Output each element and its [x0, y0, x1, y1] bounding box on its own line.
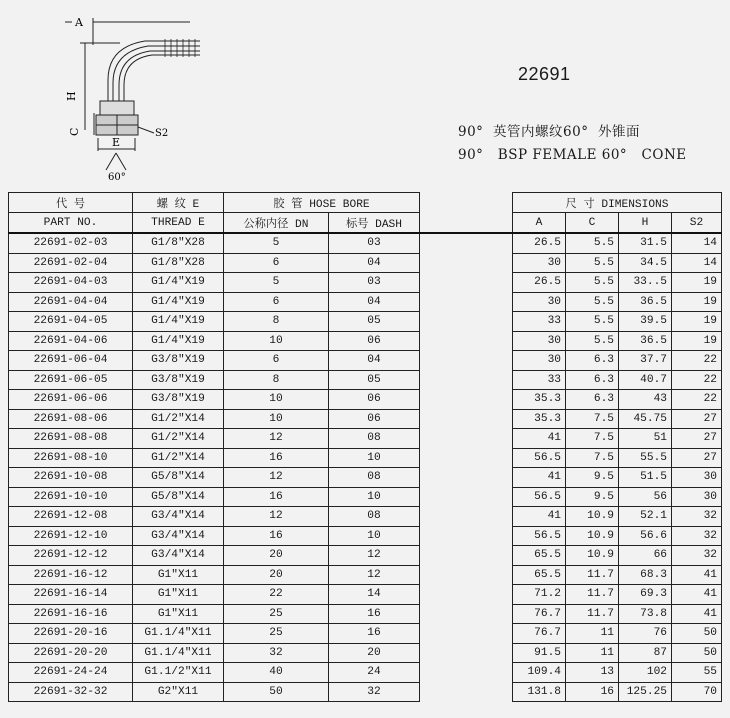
header-hose-bore: 胶 管 HOSE BORE: [224, 193, 420, 213]
cell-h: 76: [619, 624, 672, 644]
cell-h: 87: [619, 643, 672, 663]
cell-dash: 10: [329, 448, 420, 468]
table-row: [9, 312, 722, 332]
cell-dn: 6: [224, 292, 329, 312]
cell-s2: 32: [672, 526, 722, 546]
cell-s2: 19: [672, 312, 722, 332]
cell-part-no: 22691-20-20: [9, 643, 133, 663]
cell-dash: 06: [329, 390, 420, 410]
cell-thread: G3/8"X19: [133, 390, 224, 410]
table-row: [9, 448, 722, 468]
header-c: C: [566, 213, 619, 234]
header-s2: S2: [672, 213, 722, 234]
cell-h: 37.7: [619, 351, 672, 371]
blank-cell: [420, 468, 513, 488]
blank-cell: [420, 409, 513, 429]
cell-h: 52.1: [619, 507, 672, 527]
cell-dn: 12: [224, 507, 329, 527]
blank-cell: [420, 292, 513, 312]
cell-h: 56.6: [619, 526, 672, 546]
label-e: E: [112, 136, 121, 149]
cell-s2: 22: [672, 370, 722, 390]
cell-c: 16: [566, 682, 619, 702]
cell-c: 5.5: [566, 312, 619, 332]
cell-h: 31.5: [619, 233, 672, 253]
cell-c: 5.5: [566, 331, 619, 351]
header-part-no-en: PART NO.: [9, 213, 133, 234]
blank-cell: [420, 663, 513, 683]
cell-part-no: 22691-04-04: [9, 292, 133, 312]
cell-a: 56.5: [513, 487, 566, 507]
cell-thread: G1/8"X28: [133, 233, 224, 253]
cell-dn: 6: [224, 351, 329, 371]
cell-a: 56.5: [513, 526, 566, 546]
table-row: [9, 292, 722, 312]
cell-part-no: 22691-32-32: [9, 682, 133, 702]
cell-s2: 22: [672, 351, 722, 371]
cell-s2: 70: [672, 682, 722, 702]
cell-a: 41: [513, 507, 566, 527]
cell-thread: G1/4"X19: [133, 273, 224, 293]
label-c: C: [68, 127, 81, 136]
cell-s2: 32: [672, 507, 722, 527]
cell-thread: G1/4"X19: [133, 312, 224, 332]
description-en: 90° BSP FEMALE 60° CONE: [458, 147, 687, 163]
cell-dn: 50: [224, 682, 329, 702]
table-row: [9, 331, 722, 351]
cell-c: 6.3: [566, 390, 619, 410]
cell-a: 76.7: [513, 624, 566, 644]
cell-dn: 10: [224, 390, 329, 410]
table-row: [9, 565, 722, 585]
cell-h: 45.75: [619, 409, 672, 429]
blank-cell: [420, 233, 513, 253]
cell-dn: 8: [224, 370, 329, 390]
cell-s2: 55: [672, 663, 722, 683]
label-s2: S2: [155, 128, 169, 139]
cell-h: 68.3: [619, 565, 672, 585]
table-row: [9, 604, 722, 624]
cell-a: 26.5: [513, 233, 566, 253]
cell-dash: 05: [329, 370, 420, 390]
cell-thread: G3/4"X14: [133, 526, 224, 546]
cell-thread: G1/4"X19: [133, 331, 224, 351]
fitting-drawing: [60, 5, 200, 185]
header-h: H: [619, 213, 672, 234]
table-row: [9, 468, 722, 488]
header-dimensions: 尺 寸 DIMENSIONS: [513, 193, 722, 213]
cell-c: 10.9: [566, 546, 619, 566]
table-row: [9, 370, 722, 390]
cell-part-no: 22691-04-06: [9, 331, 133, 351]
cell-a: 35.3: [513, 409, 566, 429]
cell-part-no: 22691-12-12: [9, 546, 133, 566]
cell-h: 73.8: [619, 604, 672, 624]
blank-cell: [420, 487, 513, 507]
cell-dash: 32: [329, 682, 420, 702]
cell-c: 5.5: [566, 273, 619, 293]
cell-c: 5.5: [566, 292, 619, 312]
cell-dash: 08: [329, 429, 420, 449]
cell-c: 5.5: [566, 253, 619, 273]
cell-a: 41: [513, 429, 566, 449]
cell-part-no: 22691-16-14: [9, 585, 133, 605]
cell-a: 30: [513, 331, 566, 351]
cell-dn: 16: [224, 526, 329, 546]
cell-h: 40.7: [619, 370, 672, 390]
cell-dash: 16: [329, 624, 420, 644]
cell-c: 7.5: [566, 429, 619, 449]
cell-dash: 24: [329, 663, 420, 683]
cell-h: 69.3: [619, 585, 672, 605]
cell-thread: G1/8"X28: [133, 253, 224, 273]
table-row: [9, 390, 722, 410]
cell-a: 41: [513, 468, 566, 488]
cell-c: 9.5: [566, 487, 619, 507]
cell-dn: 10: [224, 409, 329, 429]
blank-cell: [420, 370, 513, 390]
table-row: [9, 507, 722, 527]
cell-h: 43: [619, 390, 672, 410]
cell-a: 91.5: [513, 643, 566, 663]
cell-dn: 5: [224, 273, 329, 293]
blank-cell: [420, 429, 513, 449]
cell-h: 55.5: [619, 448, 672, 468]
cell-c: 11.7: [566, 604, 619, 624]
cell-part-no: 22691-10-10: [9, 487, 133, 507]
table-row: [9, 233, 722, 253]
cell-h: 34.5: [619, 253, 672, 273]
cell-thread: G1.1/4"X11: [133, 624, 224, 644]
cell-part-no: 22691-08-06: [9, 409, 133, 429]
table-row: [9, 487, 722, 507]
cell-thread: G1.1/4"X11: [133, 643, 224, 663]
cell-s2: 19: [672, 331, 722, 351]
cell-h: 36.5: [619, 331, 672, 351]
cell-c: 11.7: [566, 585, 619, 605]
cell-dn: 8: [224, 312, 329, 332]
table-row: [9, 351, 722, 371]
cell-thread: G3/4"X14: [133, 507, 224, 527]
cell-s2: 14: [672, 233, 722, 253]
cell-a: 33: [513, 312, 566, 332]
cell-dn: 20: [224, 565, 329, 585]
cell-part-no: 22691-08-08: [9, 429, 133, 449]
cell-h: 66: [619, 546, 672, 566]
blank-cell: [420, 624, 513, 644]
cell-s2: 50: [672, 624, 722, 644]
table-row: [9, 546, 722, 566]
cell-h: 39.5: [619, 312, 672, 332]
cell-thread: G5/8"X14: [133, 487, 224, 507]
cell-thread: G1"X11: [133, 604, 224, 624]
cell-dn: 32: [224, 643, 329, 663]
cell-c: 11: [566, 624, 619, 644]
blank-cell: [420, 526, 513, 546]
header-a: A: [513, 213, 566, 234]
cell-dash: 04: [329, 253, 420, 273]
cell-s2: 50: [672, 643, 722, 663]
cell-dash: 03: [329, 273, 420, 293]
cell-dash: 04: [329, 292, 420, 312]
cell-part-no: 22691-12-08: [9, 507, 133, 527]
cell-h: 36.5: [619, 292, 672, 312]
blank-cell: [420, 351, 513, 371]
cell-dash: 08: [329, 507, 420, 527]
cell-thread: G1.1/2"X11: [133, 663, 224, 683]
cell-part-no: 22691-02-04: [9, 253, 133, 273]
cell-a: 76.7: [513, 604, 566, 624]
cell-dash: 16: [329, 604, 420, 624]
cell-part-no: 22691-24-24: [9, 663, 133, 683]
cell-h: 51: [619, 429, 672, 449]
cell-dn: 40: [224, 663, 329, 683]
cell-a: 71.2: [513, 585, 566, 605]
cell-c: 7.5: [566, 448, 619, 468]
cell-a: 109.4: [513, 663, 566, 683]
header-thread-en: THREAD E: [133, 213, 224, 234]
cell-thread: G1/2"X14: [133, 429, 224, 449]
cell-dn: 20: [224, 546, 329, 566]
cell-thread: G1/2"X14: [133, 409, 224, 429]
cell-a: 56.5: [513, 448, 566, 468]
blank-cell: [420, 682, 513, 702]
cell-dash: 10: [329, 487, 420, 507]
blank-cell: [420, 546, 513, 566]
cell-thread: G1/2"X14: [133, 448, 224, 468]
cell-dash: 14: [329, 585, 420, 605]
cell-c: 10.9: [566, 507, 619, 527]
blank-cell: [420, 604, 513, 624]
cell-h: 56: [619, 487, 672, 507]
blank-cell: [420, 273, 513, 293]
table-row: [9, 585, 722, 605]
cell-thread: G1/4"X19: [133, 292, 224, 312]
label-angle: 60°: [108, 172, 126, 183]
blank-cell: [420, 565, 513, 585]
cell-c: 5.5: [566, 233, 619, 253]
cell-part-no: 22691-08-10: [9, 448, 133, 468]
header-dash: 标号 DASH: [329, 213, 420, 234]
cell-thread: G3/4"X14: [133, 546, 224, 566]
cell-a: 33: [513, 370, 566, 390]
blank-cell: [420, 585, 513, 605]
blank-cell: [420, 312, 513, 332]
cell-h: 51.5: [619, 468, 672, 488]
cell-s2: 22: [672, 390, 722, 410]
cell-h: 33..5: [619, 273, 672, 293]
header-part-no-cn: 代 号: [9, 193, 133, 213]
cell-s2: 30: [672, 468, 722, 488]
cell-s2: 27: [672, 409, 722, 429]
cell-part-no: 22691-06-06: [9, 390, 133, 410]
cell-c: 6.3: [566, 351, 619, 371]
cell-s2: 41: [672, 565, 722, 585]
cell-dash: 06: [329, 409, 420, 429]
cell-dn: 5: [224, 233, 329, 253]
cell-dn: 22: [224, 585, 329, 605]
blank-cell: [420, 643, 513, 663]
table-row: [9, 624, 722, 644]
cell-part-no: 22691-16-12: [9, 565, 133, 585]
cell-dash: 12: [329, 546, 420, 566]
cell-s2: 19: [672, 292, 722, 312]
cell-a: 35.3: [513, 390, 566, 410]
cell-dash: 05: [329, 312, 420, 332]
table-row: [9, 526, 722, 546]
cell-h: 125.25: [619, 682, 672, 702]
cell-dn: 12: [224, 468, 329, 488]
table-row: [9, 429, 722, 449]
blank-cell: [420, 331, 513, 351]
cell-part-no: 22691-02-03: [9, 233, 133, 253]
cell-a: 30: [513, 351, 566, 371]
label-a: A: [75, 16, 83, 29]
cell-c: 11: [566, 643, 619, 663]
table-row: [9, 253, 722, 273]
cell-c: 9.5: [566, 468, 619, 488]
cell-dn: 6: [224, 253, 329, 273]
cell-thread: G1"X11: [133, 585, 224, 605]
cell-part-no: 22691-06-04: [9, 351, 133, 371]
cell-c: 11.7: [566, 565, 619, 585]
cell-dash: 12: [329, 565, 420, 585]
cell-part-no: 22691-04-03: [9, 273, 133, 293]
cell-dash: 20: [329, 643, 420, 663]
cell-thread: G3/8"X19: [133, 370, 224, 390]
blank-cell: [420, 507, 513, 527]
cell-a: 65.5: [513, 565, 566, 585]
table-row: [9, 409, 722, 429]
cell-part-no: 22691-10-08: [9, 468, 133, 488]
description-cn: 90° 英管内螺纹60° 外锥面: [458, 124, 641, 140]
cell-dn: 16: [224, 487, 329, 507]
table-row: [9, 663, 722, 683]
table-row: [9, 643, 722, 663]
cell-dn: 12: [224, 429, 329, 449]
cell-a: 30: [513, 253, 566, 273]
cell-dash: 06: [329, 331, 420, 351]
cell-a: 131.8: [513, 682, 566, 702]
cell-a: 30: [513, 292, 566, 312]
cell-c: 10.9: [566, 526, 619, 546]
cell-dash: 04: [329, 351, 420, 371]
cell-c: 13: [566, 663, 619, 683]
cell-part-no: 22691-04-05: [9, 312, 133, 332]
cell-s2: 41: [672, 585, 722, 605]
cell-c: 7.5: [566, 409, 619, 429]
cell-part-no: 22691-16-16: [9, 604, 133, 624]
cell-thread: G5/8"X14: [133, 468, 224, 488]
blank-cell: [420, 448, 513, 468]
cell-dn: 25: [224, 604, 329, 624]
cell-dash: 10: [329, 526, 420, 546]
cell-s2: 30: [672, 487, 722, 507]
cell-part-no: 22691-20-16: [9, 624, 133, 644]
cell-s2: 41: [672, 604, 722, 624]
cell-a: 65.5: [513, 546, 566, 566]
cell-a: 26.5: [513, 273, 566, 293]
cell-s2: 27: [672, 448, 722, 468]
cell-dn: 10: [224, 331, 329, 351]
blank-cell: [420, 390, 513, 410]
cell-h: 102: [619, 663, 672, 683]
cell-dash: 03: [329, 233, 420, 253]
cell-c: 6.3: [566, 370, 619, 390]
cell-dash: 08: [329, 468, 420, 488]
header-thread-cn: 螺 纹 E: [133, 193, 224, 213]
cell-part-no: 22691-12-10: [9, 526, 133, 546]
label-h: H: [65, 91, 78, 101]
header-dn: 公称内径 DN: [224, 213, 329, 234]
dimensions-table: [8, 192, 722, 702]
cell-thread: G3/8"X19: [133, 351, 224, 371]
header-blank: [420, 193, 513, 234]
cell-s2: 19: [672, 273, 722, 293]
cell-s2: 32: [672, 546, 722, 566]
table-row: [9, 273, 722, 293]
cell-thread: G1"X11: [133, 565, 224, 585]
table-row: [9, 682, 722, 702]
cell-s2: 27: [672, 429, 722, 449]
part-code: 22691: [518, 64, 571, 84]
cell-dn: 16: [224, 448, 329, 468]
cell-thread: G2"X11: [133, 682, 224, 702]
blank-cell: [420, 253, 513, 273]
cell-s2: 14: [672, 253, 722, 273]
cell-dn: 25: [224, 624, 329, 644]
cell-part-no: 22691-06-05: [9, 370, 133, 390]
